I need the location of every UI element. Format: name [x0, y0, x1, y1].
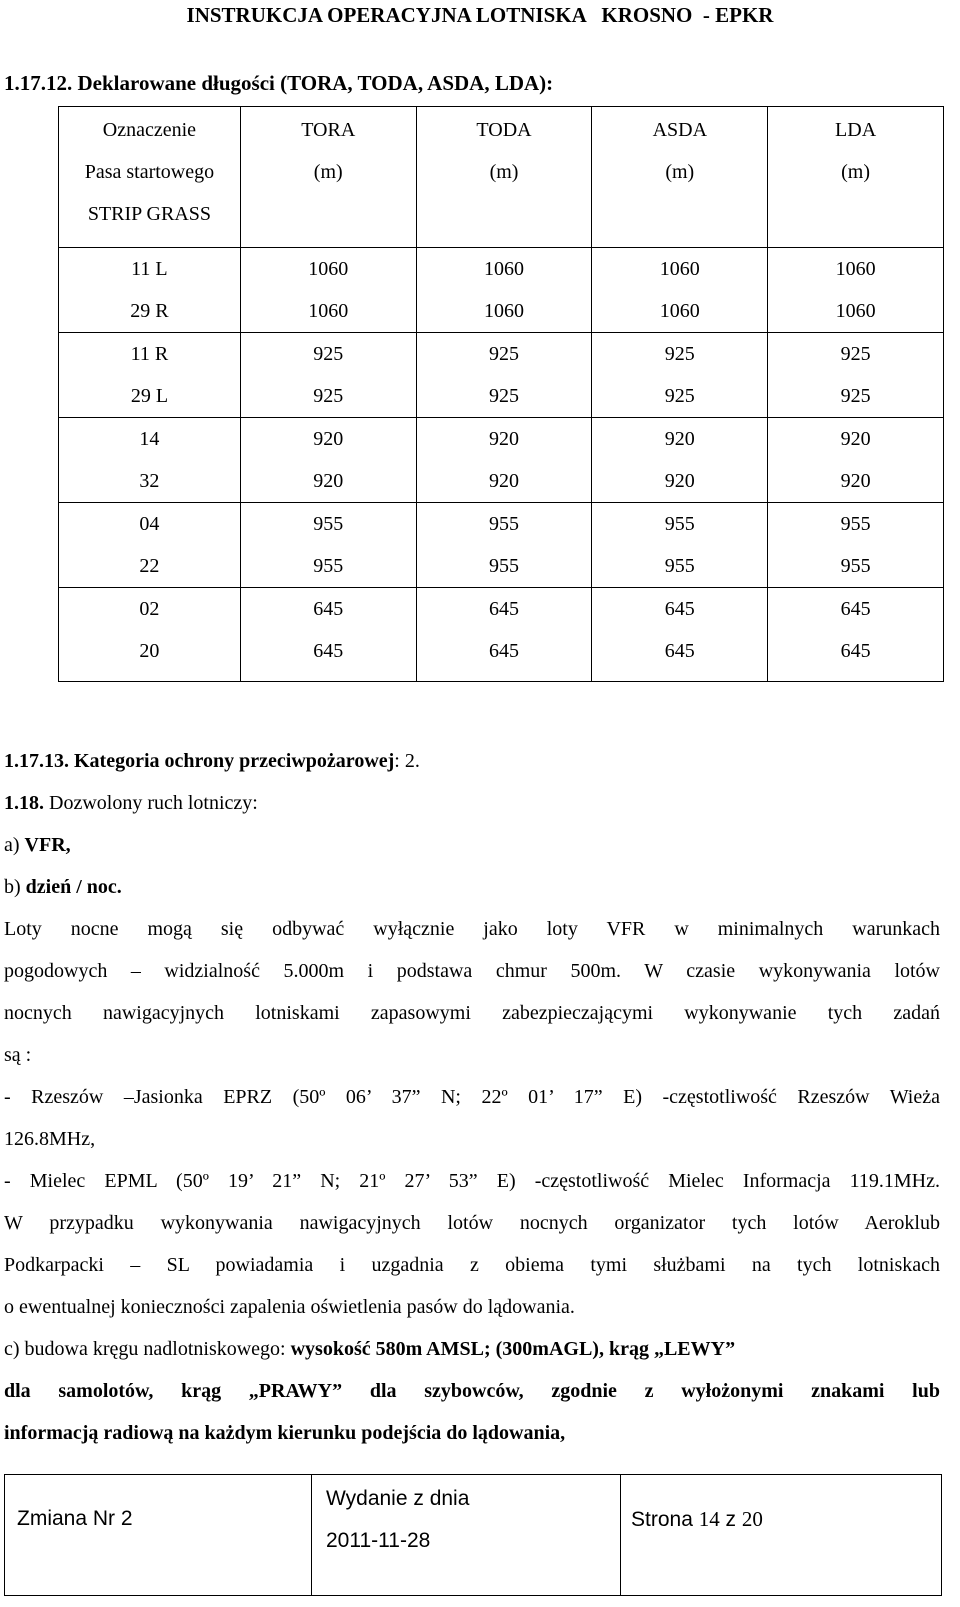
- circuit-line-2: dla samolotów, krąg „PRAWY” dla szybowców, zgodnie z wyłożonymi znakami lub: [4, 1380, 940, 1402]
- cell-value: 920: [840, 470, 871, 492]
- footer-page-total: 20: [741, 1507, 763, 1531]
- cell-value: 04: [139, 513, 160, 535]
- header-toda-line-1: TODA: [476, 119, 532, 141]
- cell-value: 1060: [835, 300, 876, 322]
- header-lda: [768, 107, 944, 248]
- cell-value: 925: [313, 343, 344, 365]
- footer-edition-date: 2011-11-28: [326, 1529, 431, 1552]
- cell-lda: [768, 248, 944, 333]
- traffic-item-b: [4, 866, 940, 908]
- header-tora-line-1: TORA: [301, 119, 356, 141]
- cell-value: 02: [139, 598, 160, 620]
- footer-edition-cell: [312, 1475, 621, 1595]
- cell-value: 1060: [659, 258, 700, 280]
- cell-tora: [240, 503, 416, 588]
- table-header-row: [59, 107, 944, 248]
- header-toda-line-2: (m): [489, 161, 519, 183]
- cell-value: 14: [139, 428, 160, 450]
- cell-value: 1060: [484, 300, 525, 322]
- cell-value: 920: [313, 470, 344, 492]
- cell-value: 11 R: [130, 343, 169, 365]
- paragraph-line: pogodowych – widzialność 5.000m i podstawa chmur 500m. W czasie wykonywania lotów: [4, 960, 940, 982]
- cell-value: 955: [489, 513, 520, 535]
- cell-tora: [240, 588, 416, 682]
- header-lda-line-2: (m): [841, 161, 871, 183]
- cell-value: 925: [489, 343, 520, 365]
- cell-value: 645: [313, 640, 344, 662]
- cell-value: 645: [489, 598, 520, 620]
- header-tora: [240, 107, 416, 248]
- cell-value: 645: [840, 640, 871, 662]
- cell-value: 925: [489, 385, 520, 407]
- cell-runway: [59, 248, 241, 333]
- header-toda: [416, 107, 592, 248]
- header-runway-line-2: Pasa startowego: [84, 161, 215, 183]
- cell-value: 29 L: [130, 385, 169, 407]
- cell-value: 11 L: [131, 258, 168, 280]
- paragraph-line: Podkarpacki – SL powiadamia i uzgadnia z obiema tymi służbami na tych lotniskach: [4, 1254, 940, 1276]
- cell-value: 920: [313, 428, 344, 450]
- cell-value: 955: [840, 555, 871, 577]
- circuit-line-3: informacją radiową na każdym kierunku podejścia do lądowania,: [4, 1422, 566, 1444]
- cell-value: 920: [664, 428, 695, 450]
- cell-value: 920: [664, 470, 695, 492]
- header-runway: [59, 107, 241, 248]
- header-asda-line-1: ASDA: [652, 119, 708, 141]
- item-prefix: a): [4, 834, 25, 856]
- footer-page-cell: [621, 1475, 941, 1595]
- cell-value: 925: [313, 385, 344, 407]
- cell-lda: [768, 418, 944, 503]
- section-number: 1.18.: [4, 792, 44, 814]
- declared-distances-table: [58, 106, 944, 682]
- traffic-heading-label: Dozwolony ruch lotniczy:: [44, 792, 258, 814]
- cell-runway: [59, 418, 241, 503]
- cell-asda: [592, 503, 768, 588]
- footer-change-cell: [5, 1475, 312, 1595]
- cell-toda: [416, 418, 592, 503]
- paragraph-line: 126.8MHz,: [4, 1128, 96, 1150]
- cell-value: 1060: [659, 300, 700, 322]
- table-row: [59, 248, 944, 333]
- header-runway-line-3: STRIP GRASS: [87, 203, 212, 225]
- cell-tora: [240, 248, 416, 333]
- cell-value: 1060: [308, 300, 349, 322]
- cell-toda: [416, 588, 592, 682]
- paragraph-line: - Mielec EPML (50º 19’ 21” N; 21º 27’ 53” E) -częstotliwość Mielec Informacja 119.1MHz.: [4, 1170, 940, 1192]
- header-lda-line-1: LDA: [835, 119, 877, 141]
- circuit-prefix: c) budowa kręgu nadlotniskowego:: [4, 1338, 291, 1360]
- item-value: dzień / noc.: [25, 876, 122, 898]
- item-prefix: b): [4, 876, 26, 898]
- header-runway-line-1: Oznaczenie: [102, 119, 197, 141]
- cell-value: 955: [313, 555, 344, 577]
- header-asda-line-2: (m): [665, 161, 695, 183]
- item-value: VFR,: [24, 834, 71, 856]
- cell-asda: [592, 248, 768, 333]
- cell-value: 955: [664, 513, 695, 535]
- cell-lda: [768, 503, 944, 588]
- paragraph-line: W przypadku wykonywania nawigacyjnych lotów nocnych organizator tych lotów Aeroklub: [4, 1212, 940, 1234]
- circuit-text: wysokość 580m AMSL; (300mAGL), krąg „LEWY”: [290, 1338, 736, 1360]
- cell-value: 920: [840, 428, 871, 450]
- page-footer: [4, 1474, 942, 1596]
- fire-category-value: : 2.: [394, 750, 420, 772]
- cell-value: 925: [664, 385, 695, 407]
- cell-toda: [416, 248, 592, 333]
- paragraph-line: są :: [4, 1044, 32, 1066]
- cell-lda: [768, 333, 944, 418]
- cell-value: 1060: [308, 258, 349, 280]
- cell-value: 645: [489, 640, 520, 662]
- section-number: 1.17.13.: [4, 750, 69, 772]
- operations-section: [4, 740, 940, 1454]
- cell-value: 1060: [484, 258, 525, 280]
- fire-category-line: [4, 740, 940, 782]
- cell-lda: [768, 588, 944, 682]
- circuit-line-1: [4, 1328, 940, 1370]
- cell-value: 925: [840, 385, 871, 407]
- cell-value: 925: [664, 343, 695, 365]
- paragraph-line: - Rzeszów –Jasionka EPRZ (50º 06’ 37” N; 22º 01’ 17” E) -częstotliwość Rzeszów Wieża: [4, 1086, 940, 1108]
- cell-value: 955: [840, 513, 871, 535]
- header-asda: [592, 107, 768, 248]
- footer-page-number: 14: [698, 1507, 720, 1531]
- paragraph-line: nocnych nawigacyjnych lotniskami zapasowymi zabezpieczającymi wykonywanie tych zadań: [4, 1002, 940, 1024]
- cell-value: 20: [139, 640, 160, 662]
- cell-toda: [416, 333, 592, 418]
- cell-value: 645: [840, 598, 871, 620]
- footer-edition-label: Wydanie z dnia: [326, 1487, 470, 1510]
- cell-runway: [59, 503, 241, 588]
- paragraph-line: Loty nocne mogą się odbywać wyłącznie jako loty VFR w minimalnych warunkach: [4, 918, 940, 940]
- cell-value: 920: [489, 428, 520, 450]
- cell-value: 955: [489, 555, 520, 577]
- cell-asda: [592, 333, 768, 418]
- cell-value: 925: [840, 343, 871, 365]
- table-row: [59, 418, 944, 503]
- traffic-heading-line: [4, 782, 940, 824]
- table-row: [59, 503, 944, 588]
- page-header: [0, 2, 960, 28]
- cell-tora: [240, 418, 416, 503]
- cell-tora: [240, 333, 416, 418]
- cell-asda: [592, 418, 768, 503]
- document-title: INSTRUKCJA OPERACYJNA LOTNISKA KROSNO - EPKR: [186, 3, 774, 27]
- cell-value: 1060: [835, 258, 876, 280]
- traffic-item-a: [4, 824, 940, 866]
- section-heading-declared-distances: 1.17.12. Deklarowane długości (TORA, TODA, ASDA, LDA):: [4, 71, 554, 95]
- cell-value: 32: [139, 470, 160, 492]
- cell-value: 22: [139, 555, 160, 577]
- cell-value: 645: [313, 598, 344, 620]
- footer-page-label: Strona: [631, 1508, 699, 1531]
- cell-value: 645: [664, 640, 695, 662]
- footer-page: [631, 1507, 763, 1532]
- cell-value: 955: [313, 513, 344, 535]
- cell-toda: [416, 503, 592, 588]
- footer-page-sep: z: [719, 1508, 742, 1531]
- cell-value: 29 R: [130, 300, 169, 322]
- footer-change: Zmiana Nr 2: [17, 1507, 133, 1530]
- cell-asda: [592, 588, 768, 682]
- paragraph-line: o ewentualnej konieczności zapalenia oświetlenia pasów do lądowania.: [4, 1296, 575, 1318]
- cell-runway: [59, 333, 241, 418]
- cell-value: 645: [664, 598, 695, 620]
- cell-value: 955: [664, 555, 695, 577]
- cell-runway: [59, 588, 241, 682]
- table-row: [59, 588, 944, 682]
- table-row: [59, 333, 944, 418]
- fire-category-label: Kategoria ochrony przeciwpożarowej: [69, 750, 395, 772]
- header-tora-line-2: (m): [313, 161, 343, 183]
- cell-value: 920: [489, 470, 520, 492]
